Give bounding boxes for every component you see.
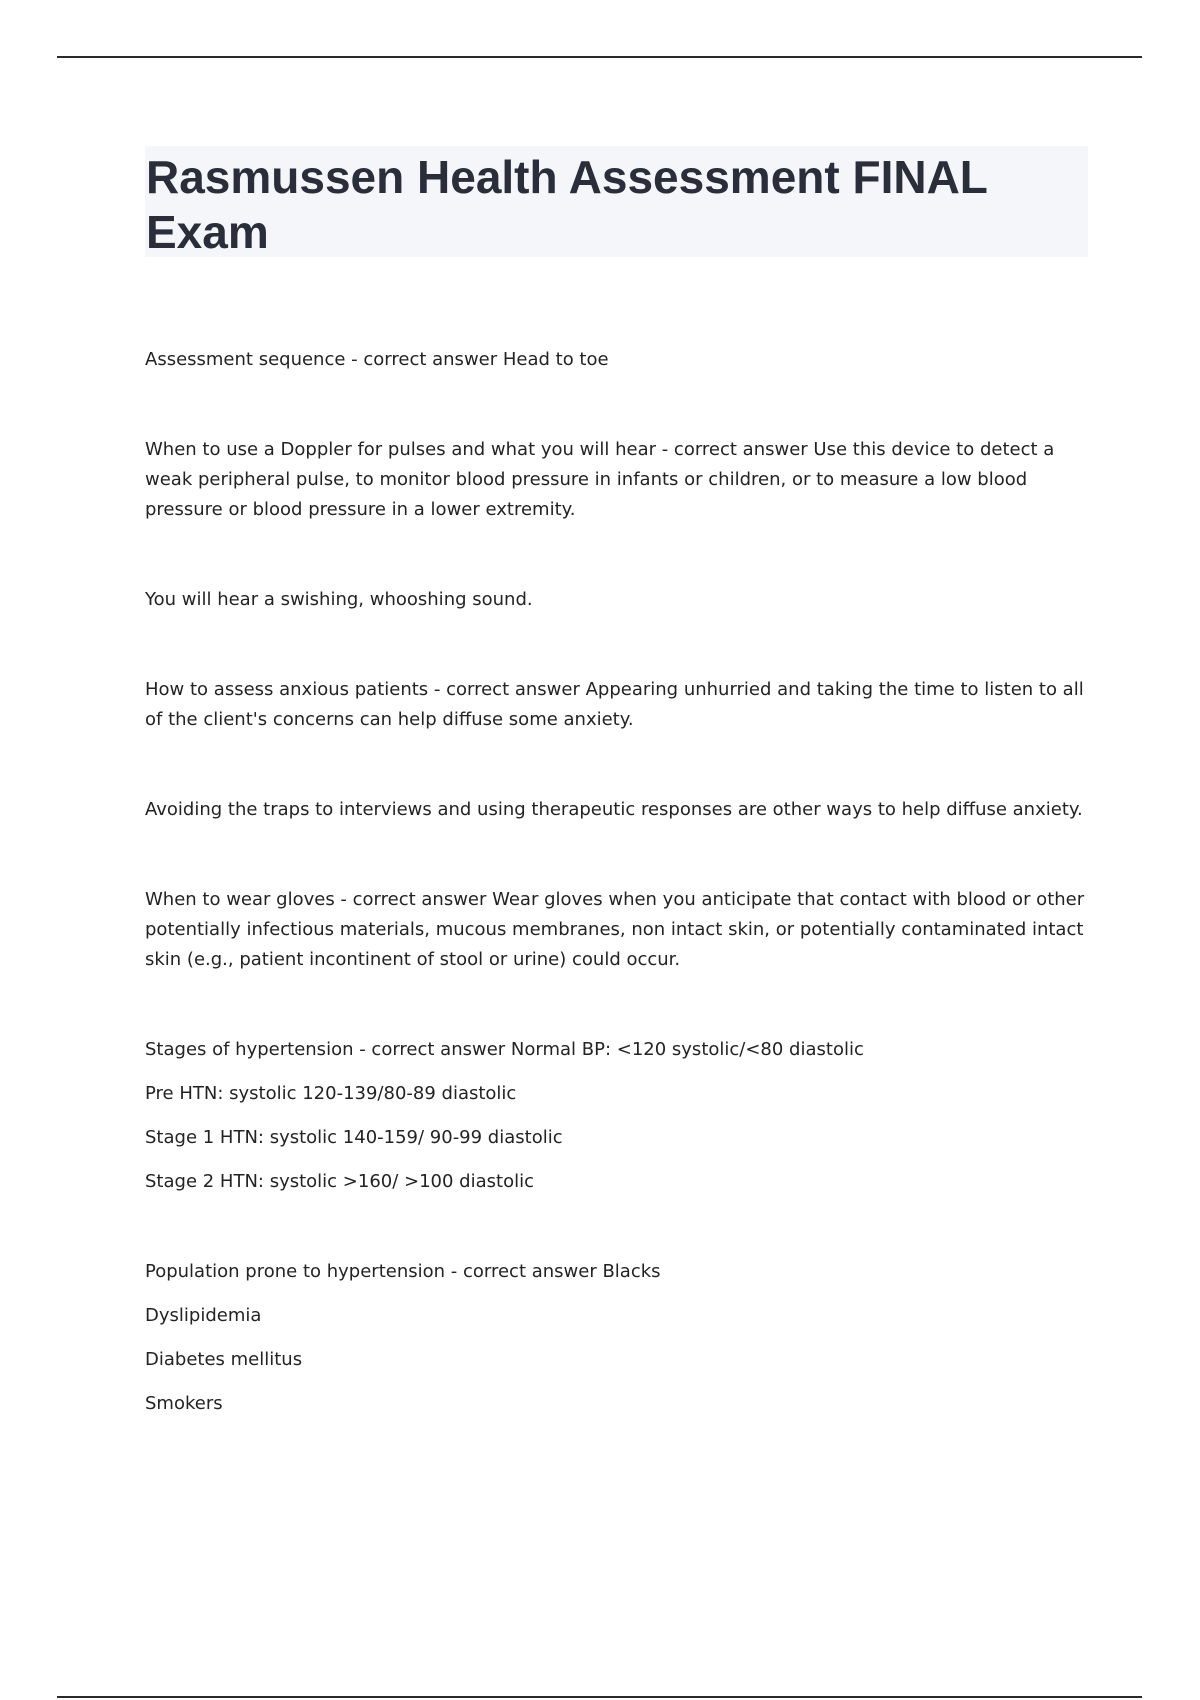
entry-text: Stage 2 HTN: systolic >160/ >100 diastolic	[145, 1171, 534, 1192]
document-body	[145, 345, 1095, 1419]
qa-entry	[145, 675, 1095, 735]
qa-entry	[145, 795, 1095, 825]
qa-entry	[145, 885, 1095, 975]
qa-entry	[145, 585, 1095, 615]
entry-text: Dyslipidemia	[145, 1305, 262, 1326]
qa-entry-hypertension-stages	[145, 1035, 1095, 1197]
entry-text: Avoiding the traps to interviews and using therapeutic responses are other ways to help diffuse anxiety.	[145, 799, 1083, 820]
entry-text: Stages of hypertension - correct answer Normal BP: <120 systolic/<80 diastolic	[145, 1039, 864, 1060]
entry-text: Pre HTN: systolic 120-139/80-89 diastolic	[145, 1083, 517, 1104]
document-title: Rasmussen Health Assessment FINAL Exam	[146, 151, 988, 258]
entry-text: You will hear a swishing, whooshing sound.	[145, 589, 533, 610]
entry-text: How to assess anxious patients - correct answer Appearing unhurried and taking the time to listen to all of the client's concerns can help diffuse some anxiety.	[145, 679, 1084, 730]
entry-text: Smokers	[145, 1393, 223, 1414]
entry-text: Assessment sequence - correct answer Head to toe	[145, 349, 609, 370]
entry-text: Stage 1 HTN: systolic 140-159/ 90-99 diastolic	[145, 1127, 563, 1148]
entry-text: Population prone to hypertension - correct answer Blacks	[145, 1261, 661, 1282]
title-banner	[145, 146, 1088, 257]
bottom-rule	[57, 1696, 1142, 1698]
qa-entry	[145, 345, 1095, 375]
entry-text: When to wear gloves - correct answer Wear gloves when you anticipate that contact with blood or other potentially infectious materials, mucous membranes, non intact skin, or potentially contaminated intact skin (e.g., patient incontinent of stool or urine) could occur.	[145, 889, 1085, 970]
entry-text: When to use a Doppler for pulses and what you will hear - correct answer Use this device to detect a weak peripheral pulse, to monitor blood pressure in infants or children, or to measure a low blood pressure or blood pressure in a lower extremity.	[145, 439, 1055, 520]
qa-entry-hypertension-population	[145, 1257, 1095, 1419]
entry-text: Diabetes mellitus	[145, 1349, 303, 1370]
qa-entry	[145, 435, 1095, 525]
top-rule	[57, 56, 1142, 58]
